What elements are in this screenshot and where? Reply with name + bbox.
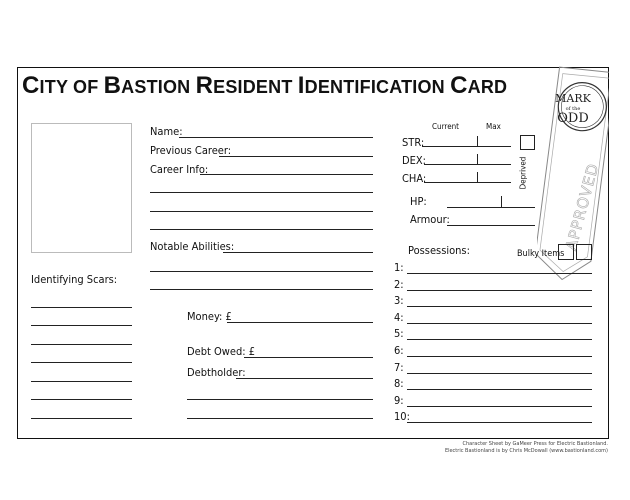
debtholder-line[interactable] — [187, 418, 373, 419]
previous-career-line[interactable] — [219, 156, 373, 157]
stamp-line2: of the — [565, 106, 581, 112]
str-max-line[interactable] — [477, 146, 511, 147]
stamp-line1: MARK — [555, 92, 591, 105]
hp-current-line[interactable] — [447, 207, 501, 208]
scars-line[interactable] — [31, 307, 132, 308]
possession-slot-number: 4: — [394, 310, 404, 324]
career-info-label: Career Info: — [150, 163, 209, 176]
possession-slot-line[interactable] — [407, 356, 592, 357]
possession-slot-number: 3: — [394, 294, 404, 308]
credits-line1: Character Sheet by GaMeer Press for Electric Bastionland. — [462, 441, 608, 447]
career-info-line[interactable] — [150, 229, 373, 230]
title-part: CARD — [450, 72, 508, 99]
armour-line[interactable] — [447, 225, 535, 226]
possession-slot-line[interactable] — [407, 422, 592, 423]
credits — [445, 441, 608, 455]
notable-abilities-line[interactable] — [150, 271, 373, 272]
deprived-label: Deprived — [518, 156, 528, 190]
title-part: CITY OF — [22, 72, 104, 99]
possessions-label: Possessions: — [408, 244, 470, 257]
photo-box[interactable] — [31, 123, 132, 253]
possession-slot-number: 2: — [394, 277, 404, 291]
possession-slot-line[interactable] — [407, 373, 592, 374]
possession-slot-line[interactable] — [407, 306, 592, 307]
scars-line[interactable] — [31, 418, 132, 419]
possession-slot-line[interactable] — [407, 339, 592, 340]
possession-slot-number: 1: — [394, 261, 404, 274]
notable-abilities-line[interactable] — [223, 252, 373, 253]
title-part: IDENTIFICATION — [297, 72, 451, 99]
scars-line[interactable] — [31, 381, 132, 382]
possession-slot-number: 9: — [394, 393, 404, 407]
identifying-scars-label: Identifying Scars: — [31, 273, 118, 286]
bulky-item-box[interactable] — [576, 244, 592, 260]
stamp-line3: ODD — [557, 111, 589, 126]
title-part: RESIDENT — [195, 72, 298, 99]
scars-line[interactable] — [31, 399, 132, 400]
previous-career-label: Previous Career: — [150, 144, 232, 157]
money-line[interactable] — [227, 322, 373, 323]
career-info-line[interactable] — [150, 211, 373, 212]
bulky-item-box[interactable] — [558, 244, 574, 260]
career-info-line[interactable] — [200, 174, 373, 175]
debtholder-line[interactable] — [187, 399, 373, 400]
credits-line2: Electric Bastionland is by Chris McDowall (www.bastionland.com) — [444, 448, 608, 454]
debt-owed-line[interactable] — [244, 357, 373, 358]
name-label: Name: — [150, 125, 183, 138]
str-current-line[interactable] — [422, 146, 477, 147]
possession-slot-line[interactable] — [407, 406, 592, 407]
possession-slot-line[interactable] — [407, 290, 592, 291]
possession-slot-number: 5: — [394, 327, 404, 341]
dex-current-line[interactable] — [424, 164, 477, 165]
possession-slot-line[interactable] — [407, 389, 592, 390]
debtholder-label: Debtholder: — [187, 366, 246, 379]
stamp-approved: APPROVED — [561, 161, 603, 253]
dex-max-line[interactable] — [477, 164, 511, 165]
career-info-line[interactable] — [150, 192, 373, 193]
notable-abilities-line[interactable] — [150, 289, 373, 290]
possession-slot-number: 6: — [394, 344, 404, 357]
hp-label: HP: — [410, 195, 427, 208]
debt-owed-label: Debt Owed: £ — [187, 345, 256, 358]
bulky-items-label: Bulky Items — [517, 249, 565, 259]
card-title — [22, 72, 542, 106]
possession-slot-number: 7: — [394, 360, 404, 374]
possession-slot-line[interactable] — [407, 273, 592, 274]
notable-abilities-label: Notable Abilities: — [150, 240, 235, 253]
scars-line[interactable] — [31, 325, 132, 326]
cha-label: CHA: — [402, 172, 427, 185]
scars-line[interactable] — [31, 362, 132, 363]
cha-current-line[interactable] — [424, 182, 477, 183]
debtholder-line[interactable] — [236, 378, 373, 379]
deprived-checkbox[interactable] — [520, 135, 535, 150]
hp-max-line[interactable] — [501, 207, 535, 208]
cha-max-line[interactable] — [477, 182, 511, 183]
title-part: BASTION — [103, 72, 196, 99]
armour-label: Armour: — [410, 213, 450, 226]
possession-slot-number: 8: — [394, 377, 404, 391]
max-header: Max — [486, 122, 501, 131]
scars-line[interactable] — [31, 344, 132, 345]
current-header: Current — [432, 122, 459, 131]
dex-label: DEX: — [402, 154, 426, 167]
possession-slot-number: 10: — [394, 410, 410, 424]
money-label: Money: £ — [187, 310, 232, 323]
possession-slot-line[interactable] — [407, 323, 592, 324]
name-line[interactable] — [179, 137, 373, 138]
str-label: STR: — [402, 136, 425, 149]
